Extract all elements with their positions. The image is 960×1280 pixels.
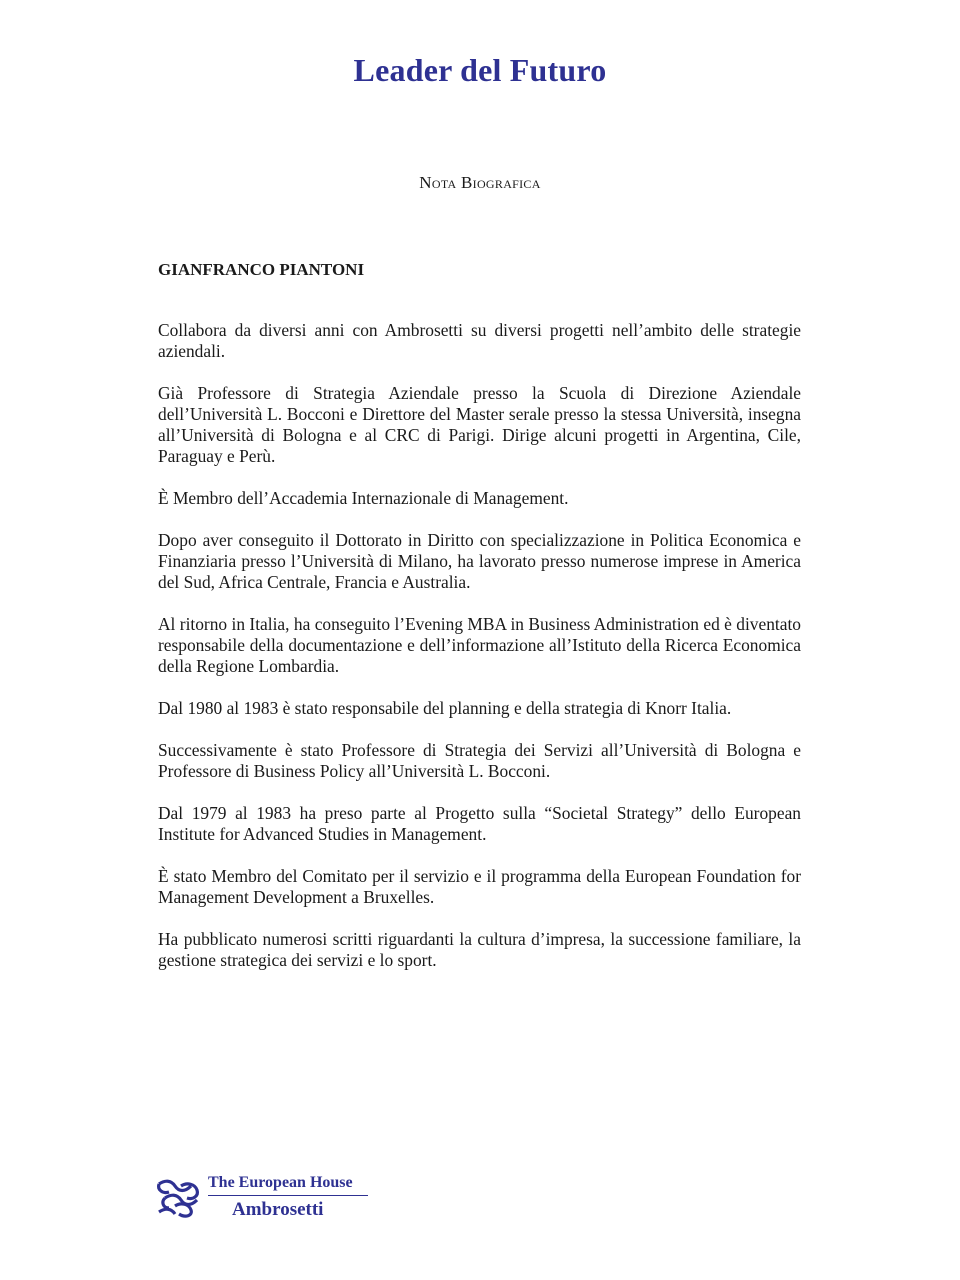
person-name: GIANFRANCO PIANTONI [158, 260, 365, 279]
logo-divider [208, 1195, 368, 1196]
biography-paragraph: Ha pubblicato numerosi scritti riguardanti la cultura d’impresa, la successione familiare, la gestione strategica dei servizi e lo sport. [158, 929, 801, 970]
biography-paragraph: Dal 1980 al 1983 è stato responsabile del planning e della strategia di Knorr Italia. [158, 698, 732, 718]
biography-paragraph: Successivamente è stato Professore di Strategia dei Servizi all’Università di Bologna e Professore di Business Policy all’Università L. Bocconi. [158, 740, 801, 781]
european-house-logo-icon [155, 1178, 201, 1218]
page-title: Leader del Futuro [353, 52, 607, 88]
biography-paragraph: È Membro dell’Accademia Internazionale di Management. [158, 488, 569, 508]
footer-logo [155, 1172, 375, 1222]
biography-paragraph: Al ritorno in Italia, ha conseguito l’Evening MBA in Business Administration ed è diventato responsabile della documentazione e dell’informazione all’Istituto della Ricerca Economica della Regione Lombardia. [158, 614, 801, 676]
biography-body [158, 320, 801, 992]
biography-paragraph: Dal 1979 al 1983 ha preso parte al Progetto sulla “Societal Strategy” dello European Institute for Advanced Studies in Management. [158, 803, 801, 844]
document-kind-heading: Nota Biografica [419, 173, 541, 192]
biography-paragraph: Già Professore di Strategia Aziendale presso la Scuola di Direzione Aziendale dell’Università L. Bocconi e Direttore del Master serale presso la stessa Università, insegna all’Università di Bologna e al CRC di Parigi. Dirige alcuni progetti in Argentina, Cile, Paraguay e Perù. [158, 383, 801, 466]
logo-line-1: The European House [208, 1174, 353, 1191]
biography-paragraph: Collabora da diversi anni con Ambrosetti su diversi progetti nell’ambito delle strategie aziendali. [158, 320, 801, 361]
biography-paragraph: È stato Membro del Comitato per il servizio e il programma della European Foundation for Management Development a Bruxelles. [158, 866, 801, 907]
logo-line-2: Ambrosetti [232, 1199, 324, 1220]
biography-paragraph: Dopo aver conseguito il Dottorato in Diritto con specializzazione in Politica Economica e Finanziaria presso l’Università di Milano, ha lavorato presso numerose imprese in America del Sud, Africa Centrale, Francia e Australia. [158, 530, 801, 592]
